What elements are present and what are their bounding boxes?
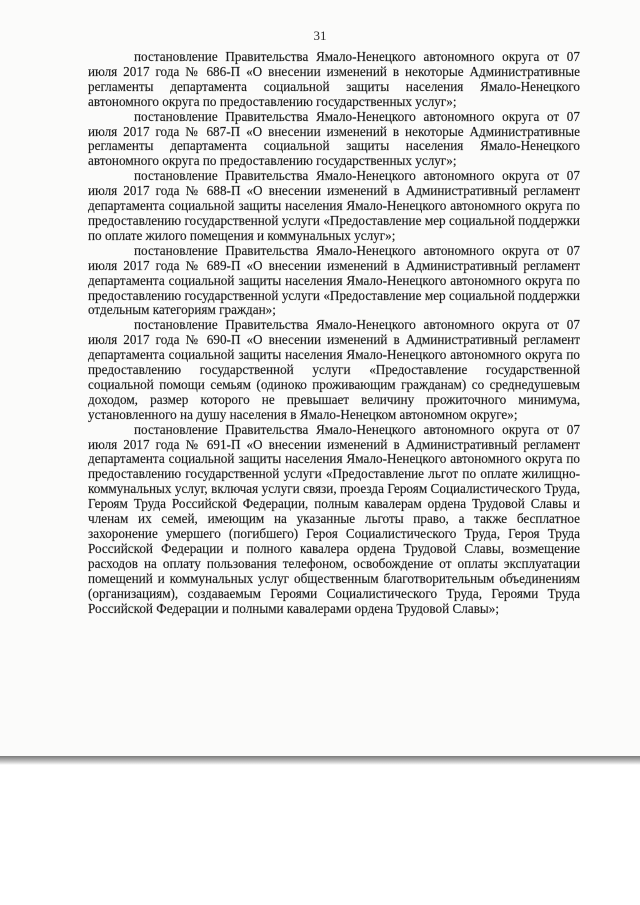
paragraph-resolution-689: постановление Правительства Ямало-Ненецкого автономного округа от 07 июля 2017 года № 689-П «О внесении изменений в Административный регламент департамента социальной защиты населения Ямало-Ненецкого автономного округа по предоставлению государственной услуги «Предоставление мер социальной поддержки отдельным категориям граждан»; bbox=[88, 242, 580, 318]
paragraph-resolution-691: постановление Правительства Ямало-Ненецкого автономного округа от 07 июля 2017 года № 691-П «О внесении изменений в Административный регламент департамента социальной защиты населения Ямало-Ненецкого автономного округа по предоставлению государственной услуги «Предоставление льгот по оплате жилищно-коммунальных услуг, включая услуги связи, проезда Героям Социалистического Труда, Героям Труда Российской Федерации, полным кавалерам ордена Трудовой Славы и членам их семей, имеющим на указанные льготы право, а также бесплатное захоронение умершего (погибшего) Героя Социалистического Труда, Героя Труда Российской Федерации и полного кавалера ордена Трудовой Славы, возмещение расходов на оплату пользования телефоном, освобождение от оплаты эксплуатации помещений и коммунальных услуг общественным благотворительным объединениям (организациям), создаваемым Героями Социалистического Труда, Героями Труда Российской Федерации и полными кавалерами ордена Трудовой Славы»; bbox=[88, 421, 580, 616]
paragraph-resolution-690: постановление Правительства Ямало-Ненецкого автономного округа от 07 июля 2017 года № 690-П «О внесении изменений в Административный регламент департамента социальной защиты населения Ямало-Ненецкого автономного округа по предоставлению государственной услуги «Предоставление государственной социальной помощи семьям (одиноко проживающим гражданам) со среднедушевым доходом, размер которого не превышает величину прожиточного минимума, установленного на душу населения в Ямало-Ненецком автономном округе»; bbox=[88, 317, 580, 422]
page-number: 31 bbox=[313, 28, 327, 43]
paragraph-resolution-688: постановление Правительства Ямало-Ненецкого автономного округа от 07 июля 2017 года № 688-П «О внесении изменений в Административный регламент департамента социальной защиты населения Ямало-Ненецкого автономного округа по предоставлению государственной услуги «Предоставление мер социальной поддержки по оплате жилого помещения и коммунальных услуг»; bbox=[88, 168, 580, 243]
scan-bottom-edge bbox=[0, 756, 640, 765]
paragraph-resolution-686: постановление Правительства Ямало-Ненецкого автономного округа от 07 июля 2017 года № 686-П «О внесении изменений в некоторые Административные регламенты департамента социальной защиты населения Ямало-Ненецкого автономного округа по предоставлению государственных услуг»; bbox=[88, 49, 580, 109]
document-body bbox=[88, 50, 580, 616]
paragraph-resolution-687: постановление Правительства Ямало-Ненецкого автономного округа от 07 июля 2017 года № 687-П «О внесении изменений в некоторые Административные регламенты департамента социальной защиты населения Ямало-Ненецкого автономного округа по предоставлению государственных услуг»; bbox=[88, 108, 580, 169]
